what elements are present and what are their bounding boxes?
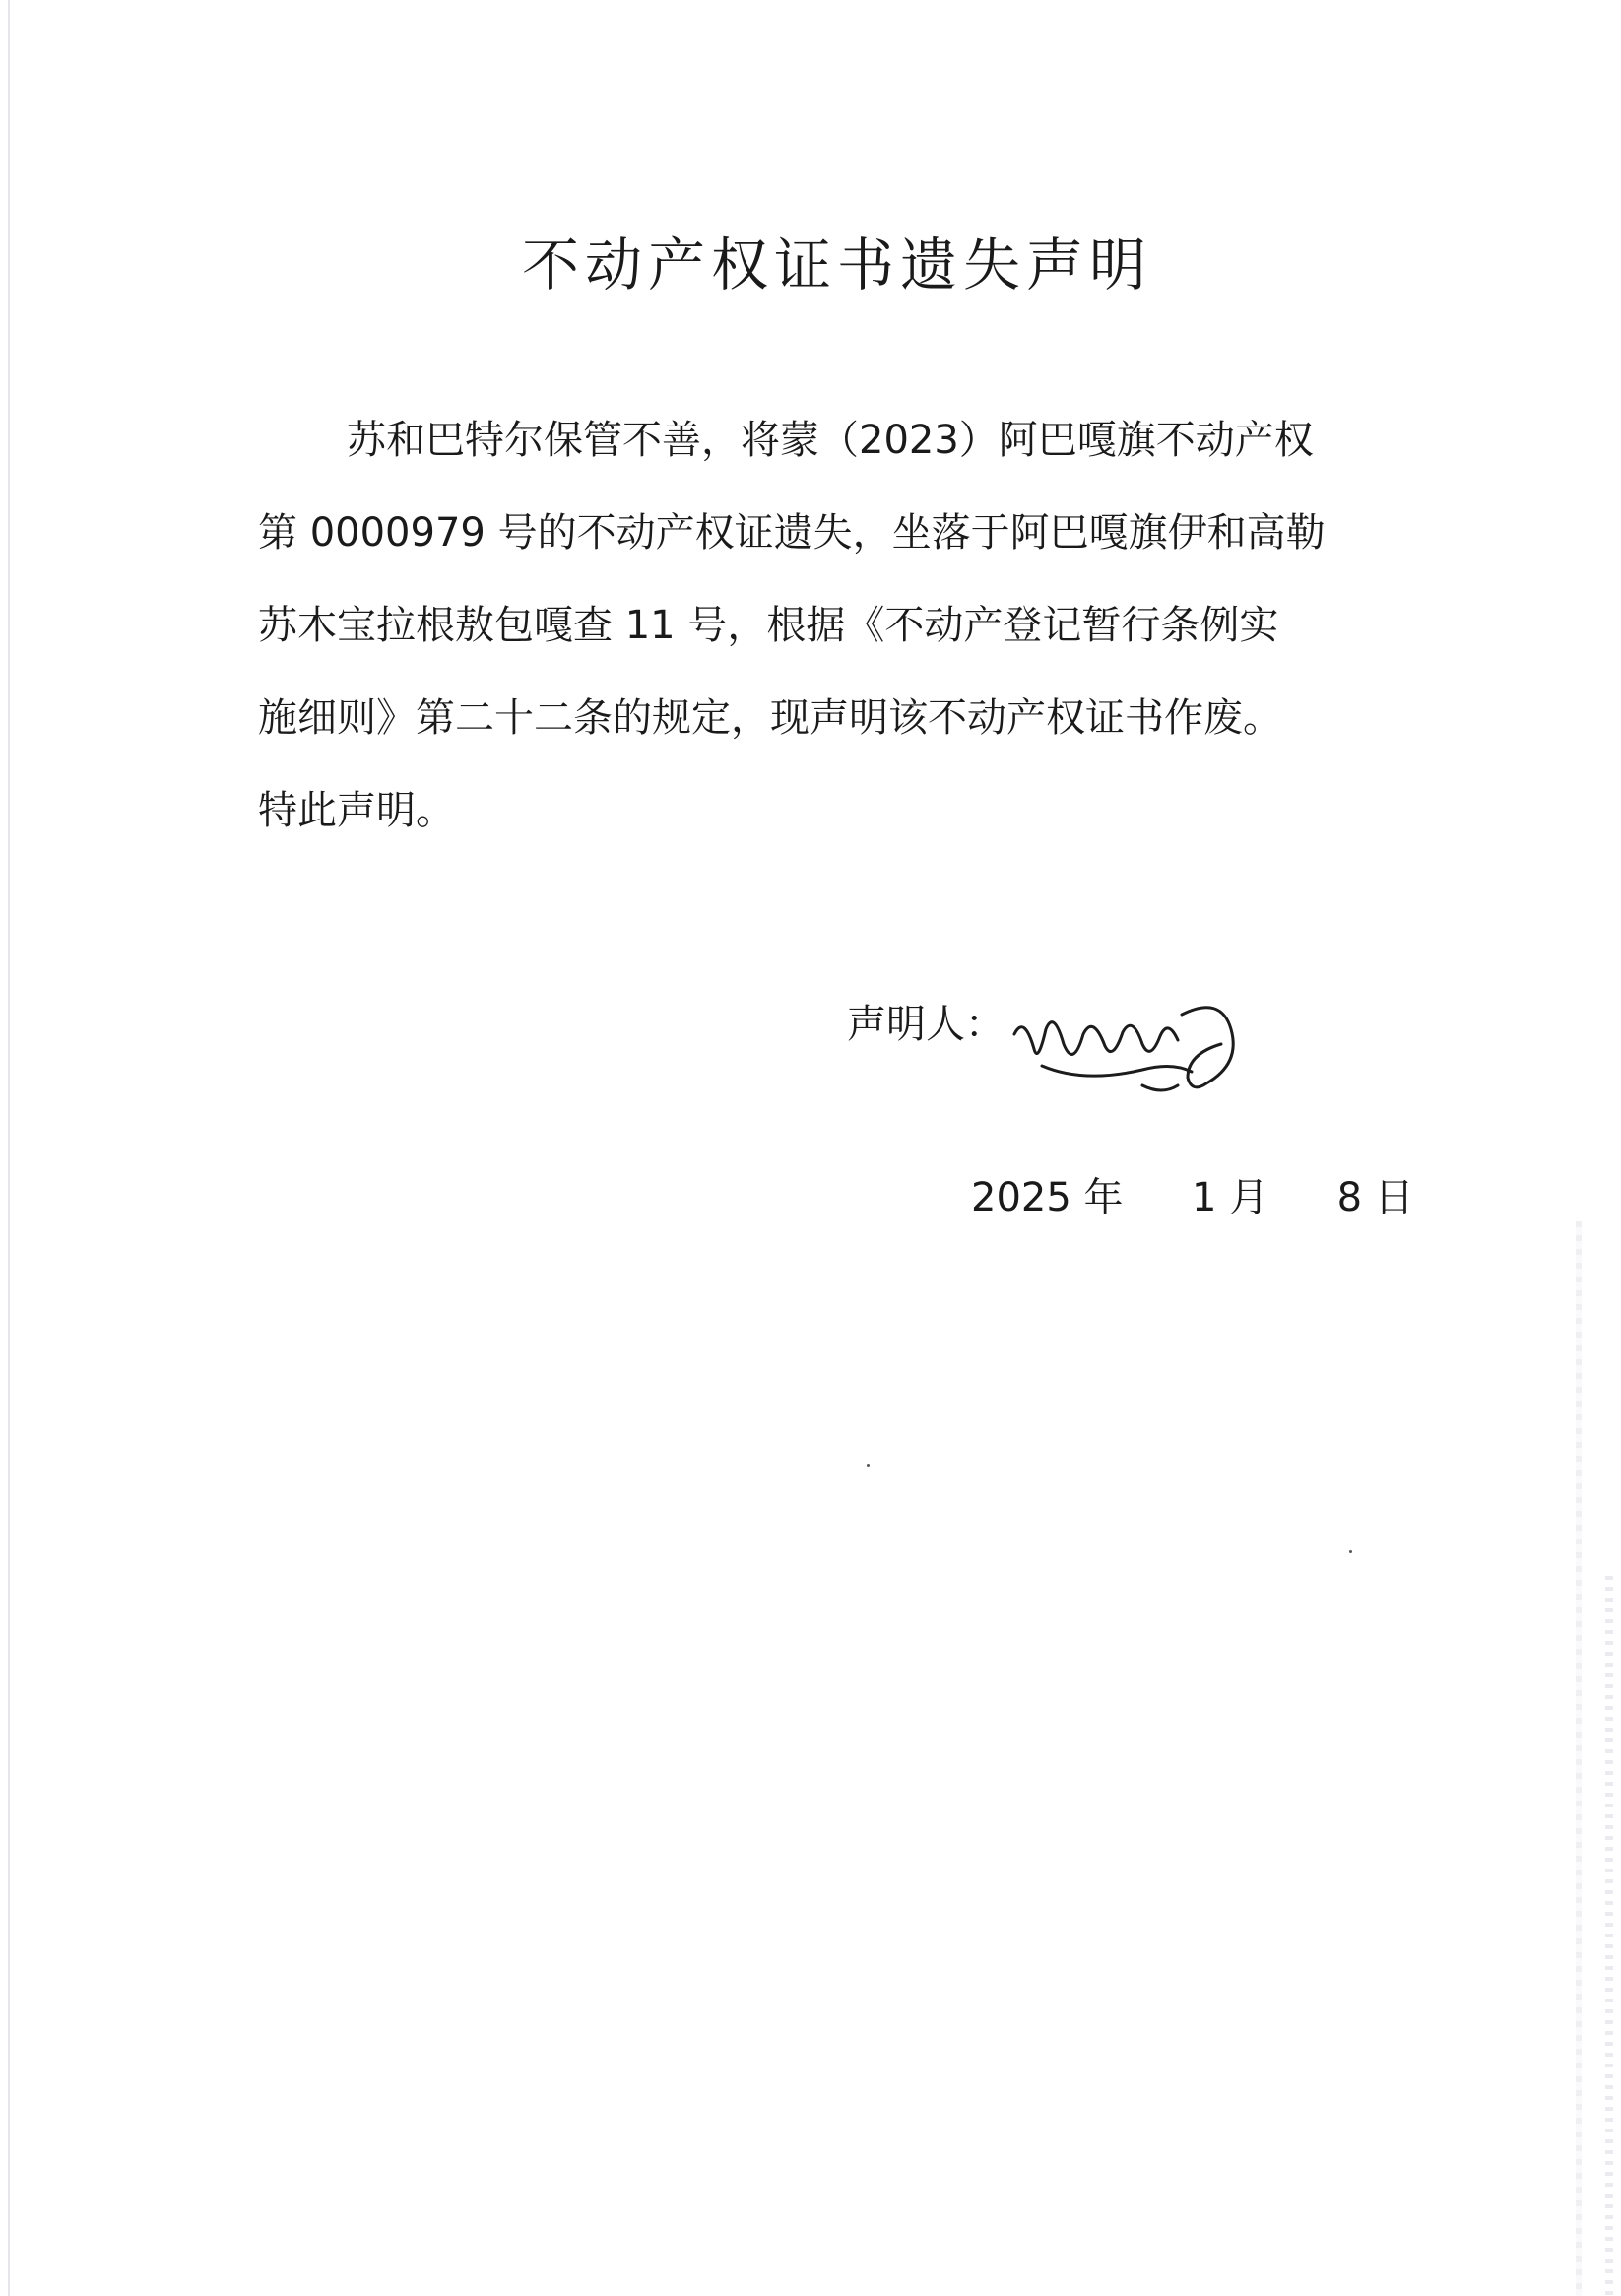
statement-line-4: 施细则》第二十二条的规定，现声明该不动产权证书作废。 — [258, 695, 1282, 741]
date-year: 2025 — [971, 1175, 1071, 1220]
date-day: 8 — [1336, 1175, 1363, 1220]
statement-line-1: 苏和巴特尔保管不善，将蒙（2023）阿巴嘎旗不动产权 — [347, 418, 1314, 463]
date-month-unit: 月 — [1229, 1175, 1269, 1220]
scan-edge-right — [1576, 1221, 1582, 2296]
statement-body — [258, 394, 1381, 857]
scan-speck — [1349, 1550, 1352, 1553]
signer-label: 声明人： — [847, 1002, 1005, 1047]
date-month: 1 — [1191, 1175, 1217, 1220]
handwritten-signature — [995, 975, 1270, 1113]
scan-edge-right-artifact — [1605, 1576, 1613, 2296]
signer-block — [847, 995, 1005, 1064]
declaration-date — [971, 1168, 1414, 1227]
statement-line-3: 苏木宝拉根敖包嘎查 11 号，根据《不动产登记暂行条例实 — [258, 603, 1279, 648]
statement-line-2: 第 0000979 号的不动产权证遗失，坐落于阿巴嘎旗伊和高勒 — [258, 510, 1326, 556]
date-day-unit: 日 — [1374, 1175, 1414, 1220]
document-title: 不动产权证书遗失声明 — [521, 231, 1152, 298]
scan-speck — [867, 1464, 870, 1467]
statement-line-5: 特此声明。 — [258, 788, 455, 833]
date-year-unit: 年 — [1083, 1175, 1124, 1220]
scan-edge-left — [8, 0, 10, 2296]
